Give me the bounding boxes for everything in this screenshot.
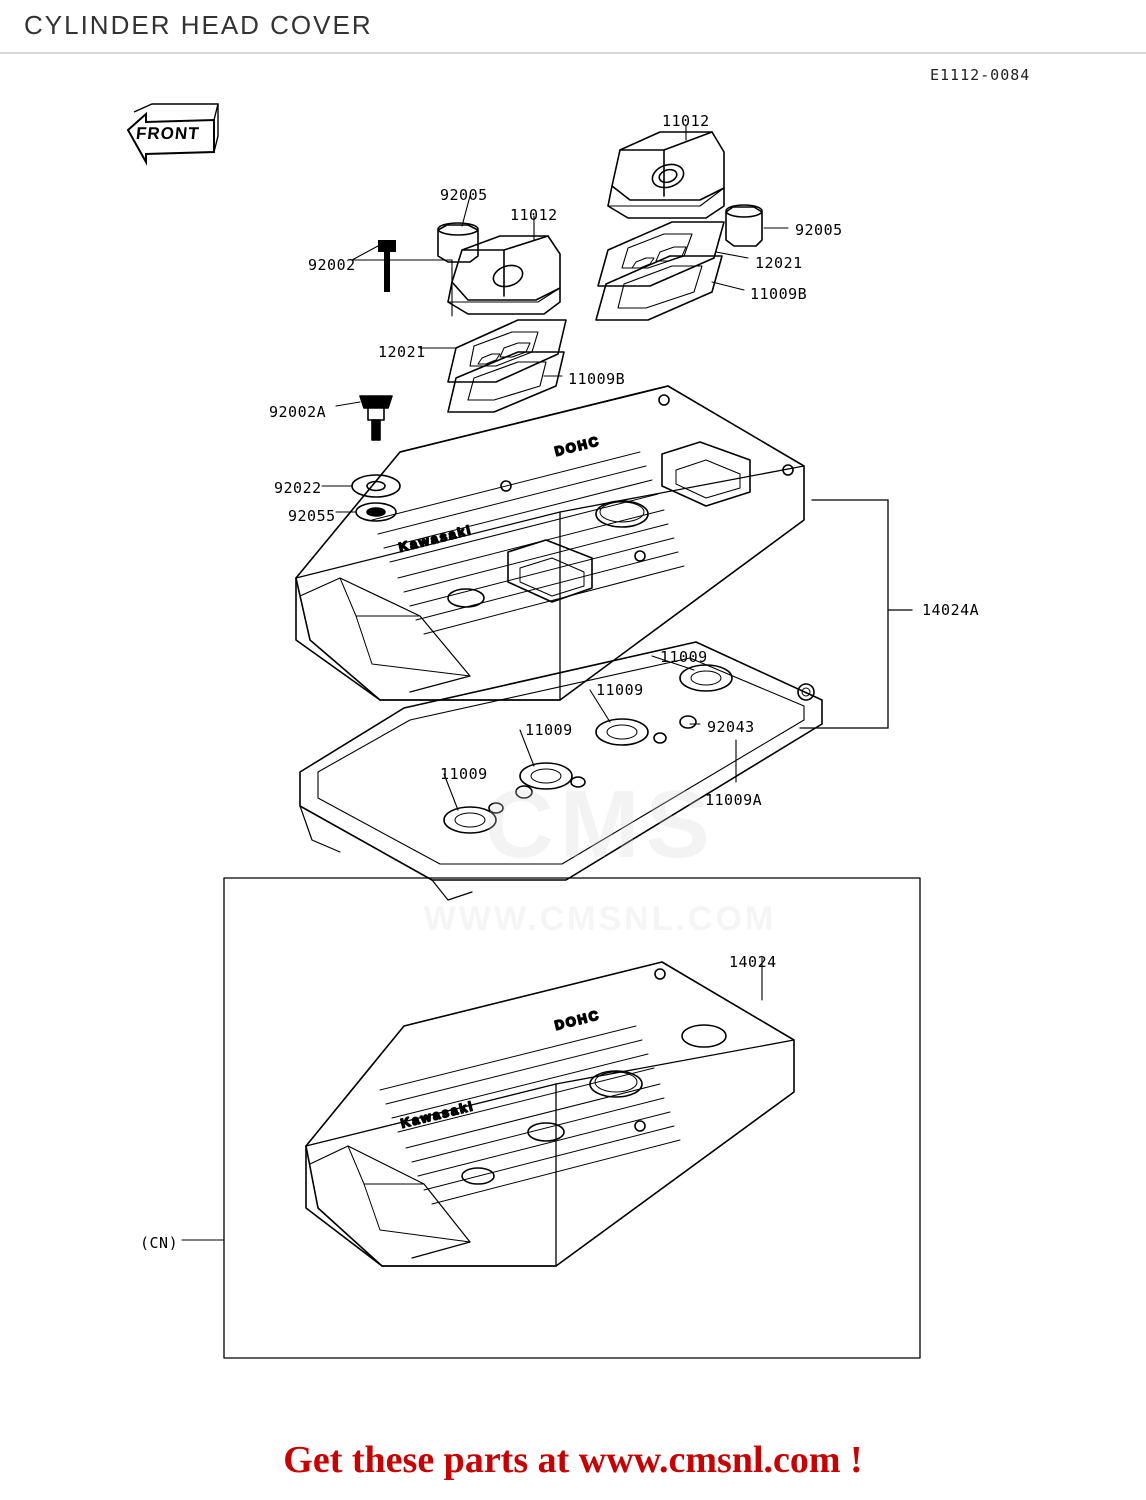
part-label-92005-right: 92005	[795, 221, 843, 239]
part-11009B-left	[448, 352, 564, 412]
part-92002-bolt	[378, 240, 396, 292]
cover-engraving-top: DOHC	[553, 433, 602, 459]
lower-cover-engraving-bottom: Kawasaki	[399, 1098, 476, 1131]
part-14024-cover	[306, 962, 794, 1266]
part-92005-left	[438, 223, 478, 262]
part-label-92002: 92002	[308, 256, 356, 274]
part-92043-grommets	[489, 716, 696, 813]
part-label-11009-b: 11009	[525, 721, 573, 739]
part-11009A-gasket	[300, 642, 822, 900]
page-title: CYLINDER HEAD COVER	[24, 10, 373, 40]
part-92005-right	[726, 205, 762, 246]
part-label-92043: 92043	[707, 718, 755, 736]
watermark	[340, 620, 860, 980]
part-11009-seals	[444, 665, 732, 833]
title-divider	[0, 52, 1146, 54]
watermark-brand: CMS	[484, 771, 716, 878]
part-label-12021-right: 12021	[755, 254, 803, 272]
part-11012-right	[608, 132, 724, 218]
part-label-12021-left: 12021	[378, 343, 426, 361]
part-label-92022: 92022	[274, 479, 322, 497]
part-label-14024A: 14024A	[922, 601, 980, 619]
assembly-brackets	[224, 500, 920, 1358]
watermark-url: WWW.CMSNL.COM	[423, 900, 777, 938]
front-badge-label: FRONT	[135, 124, 201, 143]
part-92055-oring	[356, 503, 396, 521]
part-14024A-cover	[296, 386, 804, 700]
cover-engraving-bottom: Kawasaki	[397, 522, 474, 555]
part-label-11012-left: 11012	[510, 206, 558, 224]
part-label-92005-top: 11012	[662, 112, 710, 130]
part-92002A	[360, 396, 392, 440]
part-11012-left	[448, 236, 560, 314]
part-label-11009-a: 11009	[440, 765, 488, 783]
diagram-code: E1112-0084	[930, 66, 1031, 84]
part-label-14024: 14024	[729, 953, 777, 971]
part-12021-right	[598, 222, 724, 286]
part-92022-washer	[352, 475, 400, 497]
front-direction-badge	[118, 100, 222, 172]
footer-cta: Get these parts at www.cmsnl.com !	[283, 1439, 863, 1481]
part-12021-left	[448, 320, 566, 382]
part-label-11009B-left: 11009B	[568, 370, 626, 388]
part-label-11009A: 11009A	[705, 791, 763, 809]
part-label-92055: 92055	[288, 507, 336, 525]
lower-cover-engraving-top: DOHC	[553, 1007, 602, 1033]
part-label-92002A: 92002A	[269, 403, 327, 421]
part-11009B-right	[596, 256, 722, 320]
part-label-92005-left: 92005	[440, 186, 488, 204]
part-label-cn: (CN)	[140, 1234, 179, 1252]
leader-lines	[182, 126, 788, 1240]
part-label-11009-d: 11009	[660, 648, 708, 666]
part-label-11009-c: 11009	[596, 681, 644, 699]
part-label-11009B-right: 11009B	[750, 285, 808, 303]
